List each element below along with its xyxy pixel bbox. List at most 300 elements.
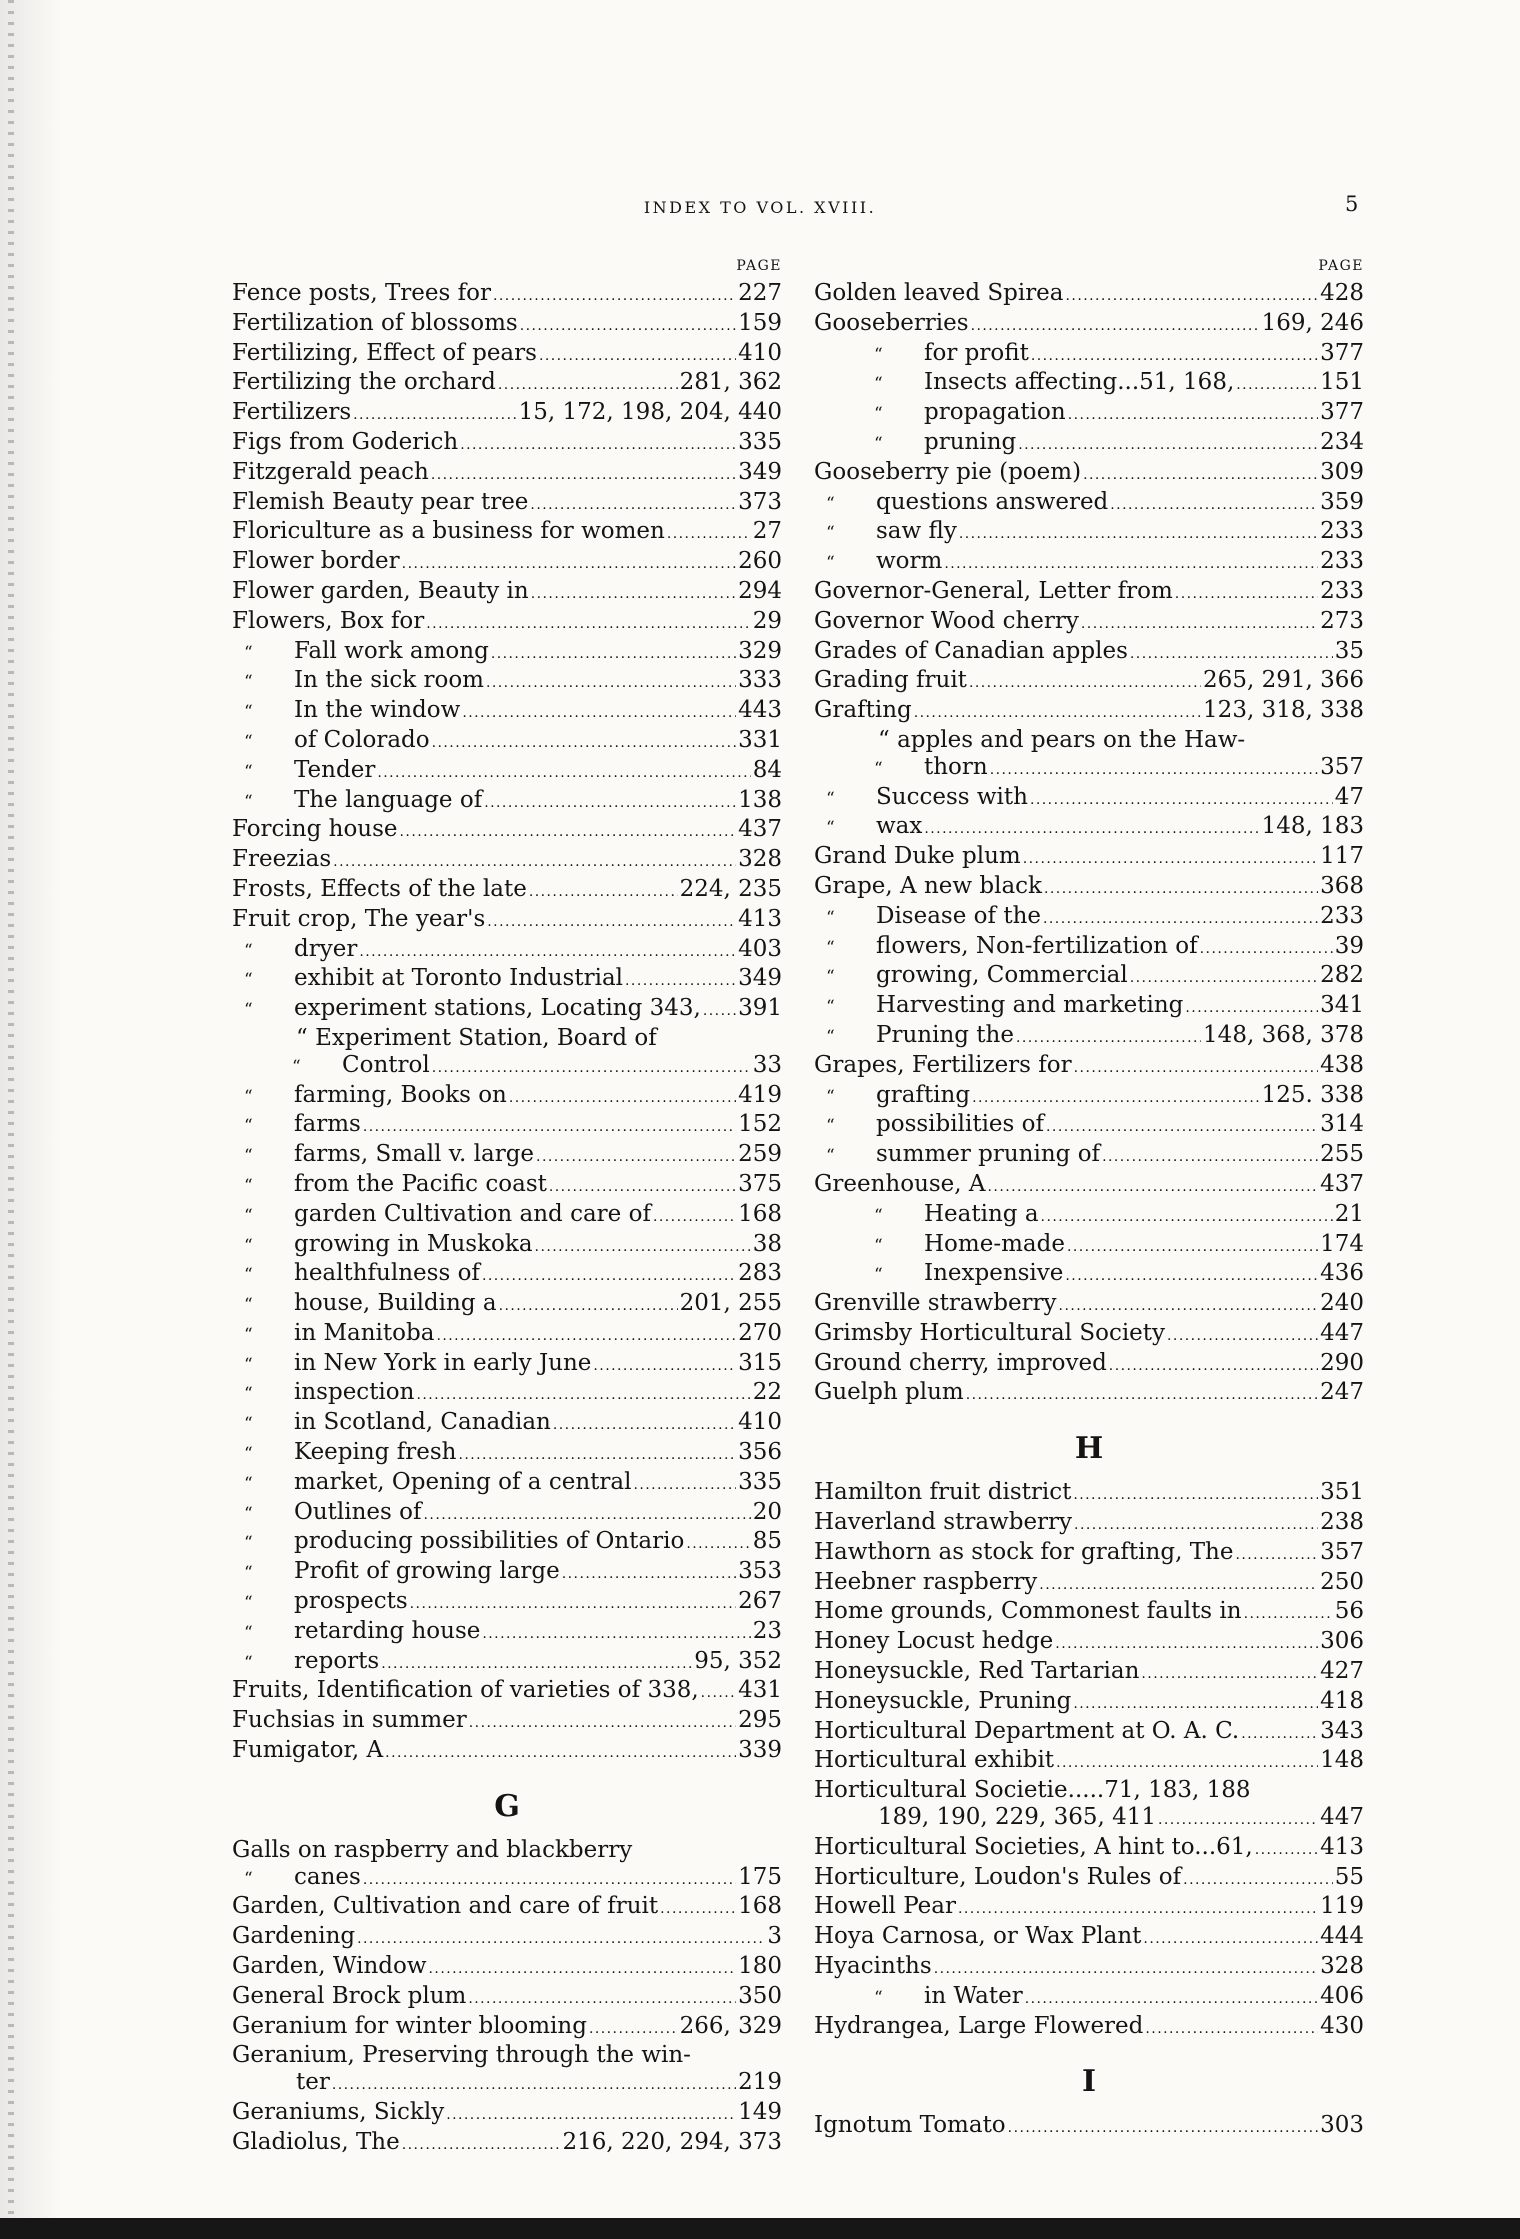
dot-leader [914,697,1201,727]
index-entry [814,1052,1364,1082]
dot-leader [535,1231,751,1261]
entry-text: Heebner raspberry [814,1568,1038,1595]
entry-page: 267 [738,1588,782,1615]
entry-page: 29 [752,607,782,634]
dot-leader [539,340,736,370]
dot-leader [553,1409,736,1439]
entry-text: Galls on raspberry and blackberry [232,1836,633,1863]
index-entry [232,1923,782,1953]
index-entry [814,1141,1364,1171]
entry-text: “ In the sick room [296,667,484,696]
entry-text: “ growing, Commercial [878,962,1128,991]
dot-leader [1068,399,1318,429]
entry-page: 174 [1320,1230,1364,1257]
dot-leader [969,667,1201,697]
index-entry [814,310,1364,340]
index-entry [232,816,782,846]
entry-text: Garden, Window [232,1953,427,1980]
entry-page: 148 [1320,1747,1364,1774]
entry-page: 23 [752,1617,782,1644]
entry-page: 438 [1320,1051,1364,1078]
dot-leader [353,399,516,429]
entry-text: 189, 190, 229, 365, 411 [878,1804,1156,1831]
entry-page: 339 [738,1737,782,1764]
entry-text: “ dryer [296,936,357,965]
dot-leader [436,1320,736,1350]
entry-page: 436 [1320,1260,1364,1287]
dot-leader [484,787,736,817]
entry-page: 47 [1334,783,1364,810]
dot-leader [363,1864,736,1894]
entry-page: 335 [738,1468,782,1495]
entry-text: “ Inexpensive [926,1260,1063,1289]
entry-page: 175 [738,1863,782,1890]
dot-leader [1130,638,1333,668]
dot-leader [400,816,737,846]
entry-text: Flowers, Box for [232,607,425,634]
entry-page: 294 [738,577,782,604]
dot-leader [509,1082,736,1112]
entry-page: 427 [1320,1658,1364,1685]
entry-page: 3 [767,1923,782,1950]
dot-leader [959,518,1318,548]
entry-text: “ apples and pears on the Haw- [878,726,1246,753]
dot-leader [1067,1231,1318,1261]
entry-text: Hyacinths [814,1953,932,1980]
index-entry [232,1983,782,2013]
dot-leader [529,876,678,906]
entry-text: Gooseberries [814,309,969,336]
entry-text: “ from the Pacific coast [296,1171,547,1200]
index-entry [232,1837,782,1864]
entry-page: 282 [1320,962,1364,989]
entry-page: 169, 246 [1261,309,1364,336]
entry-page: 309 [1320,458,1364,485]
index-entry [814,1747,1364,1777]
dot-leader [460,429,736,459]
entry-text: Hydrangea, Large Flowered [814,2012,1144,2039]
entry-text: “ Keeping fresh [296,1439,456,1468]
dot-leader [410,1588,736,1618]
entry-page: 55 [1334,1863,1364,1890]
index-entry [232,1439,782,1469]
dot-leader [944,548,1318,578]
index-entry [232,697,782,727]
index-entry [232,638,782,668]
entry-page: 119 [1320,1893,1364,1920]
entry-page: 148, 368, 378 [1203,1021,1364,1048]
dot-leader [1183,1864,1333,1894]
entry-text: Fuchsias in summer [232,1707,467,1734]
dot-leader [530,489,736,519]
dot-leader [589,2013,678,2043]
dot-leader [625,965,736,995]
entry-page: 349 [738,965,782,992]
entry-page: 430 [1320,2012,1364,2039]
index-entry [814,1509,1364,1539]
dot-leader [1043,903,1318,933]
entry-text: “ garden Cultivation and care of [296,1201,651,1230]
dot-leader [667,518,751,548]
index-entry [814,1953,1364,1983]
index-entry [814,1628,1364,1658]
index-entry [814,459,1364,489]
index-entry [232,399,782,429]
dot-leader [549,1171,736,1201]
page-number: 5 [1345,192,1359,216]
index-column-right [814,258,1364,2142]
entry-text: Flower border [232,548,400,575]
index-entry [232,1469,782,1499]
entry-text: “ grafting [878,1082,970,1111]
entry-text: Home grounds, Commonest faults in [814,1598,1242,1625]
index-entry [814,1379,1364,1409]
dot-leader [1056,1747,1318,1777]
dot-leader [653,1201,736,1231]
dot-leader [416,1379,750,1409]
section-letter-h: H [1074,1431,1104,1467]
entry-page: 85 [752,1528,782,1555]
dot-leader [482,1618,750,1648]
entry-page: 22 [752,1379,782,1406]
entry-text: Frosts, Effects of the late [232,875,527,902]
index-entry [232,1953,782,1983]
index-entry [232,369,782,399]
index-entry [232,578,782,608]
dot-leader [1041,1201,1333,1231]
index-entry [814,1479,1364,1509]
entry-text: “ summer pruning of [878,1141,1100,1170]
entry-page: 138 [738,786,782,813]
entry-text: “ pruning [926,429,1016,458]
index-entry [232,876,782,906]
entry-page: 428 [1320,280,1364,306]
entry-page: 447 [1320,1319,1364,1346]
entry-text: Geraniums, Sickly [232,2099,445,2126]
entry-text: Fumigator, A [232,1737,384,1764]
index-entry [232,727,782,757]
entry-page: 356 [738,1439,782,1466]
index-entry [814,1082,1364,1112]
section-spacer [814,1409,1364,1419]
entry-page: 27 [752,518,782,545]
entry-page: 123, 318, 338 [1203,697,1364,724]
section-letter-i: I [1081,2064,1097,2100]
entry-page: 180 [738,1953,782,1980]
entry-text: Gardening [232,1923,356,1950]
dot-leader [1244,1598,1333,1628]
index-entry [814,1171,1364,1201]
dot-leader [332,2069,736,2099]
index-entry [232,1707,782,1737]
entry-page: 240 [1320,1290,1364,1317]
entry-page: 250 [1320,1568,1364,1595]
entry-page: 329 [738,637,782,664]
dot-leader [1083,459,1318,489]
index-entry [232,1588,782,1618]
entry-text: Fertilizing, Effect of pears [232,339,537,366]
dot-leader [1016,1022,1201,1052]
index-entry [232,1025,782,1052]
index-entry [232,548,782,578]
entry-text: Flower garden, Beauty in [232,577,529,604]
entry-text: Honey Locust hedge [814,1628,1054,1655]
entry-text: Grapes, Fertilizers for [814,1051,1072,1078]
entry-text: “ experiment stations, Locating 343, [296,995,701,1024]
index-entry [814,727,1364,754]
entry-text: “ farms [296,1111,361,1140]
index-entry [814,962,1364,992]
running-header: INDEX TO VOL. XVIII. [643,198,877,217]
entry-page: 56 [1334,1598,1364,1625]
entry-page: 227 [738,280,782,306]
index-entry [814,1777,1364,1804]
index-entry [814,1718,1364,1748]
entry-text: Guelph plum [814,1379,964,1406]
entry-page: 233 [1320,518,1364,545]
index-entry [814,369,1364,399]
entry-page: 15, 172, 198, 204, 440 [518,399,782,426]
dot-leader [966,1379,1318,1409]
entry-page: 247 [1320,1379,1364,1406]
index-entry [814,608,1364,638]
entry-text: “ Profit of growing large [296,1558,560,1587]
index-entry [232,518,782,548]
entry-text: “ possibilities of [878,1111,1044,1140]
entry-page: 315 [738,1349,782,1376]
index-entry [814,1983,1364,2013]
dot-leader [363,1111,736,1141]
index-entry [814,1688,1364,1718]
dot-leader [1066,280,1319,310]
dot-leader [1074,1052,1318,1082]
index-entry [814,1022,1364,1052]
entry-text: “ Pruning the [878,1022,1014,1051]
dot-leader [1018,429,1318,459]
dot-leader [1167,1320,1318,1350]
entry-page: 406 [1320,1982,1364,2009]
index-entry [814,548,1364,578]
dot-leader [520,310,736,340]
entry-page: 117 [1320,843,1364,870]
dot-leader [491,638,736,668]
entry-page: 233 [1320,902,1364,929]
index-entry [814,2112,1364,2142]
entry-text: Fertilizers [232,399,352,426]
entry-page: 373 [738,488,782,515]
entry-text: Greenhouse, A [814,1170,986,1197]
entry-text: “ wax [878,813,922,842]
entry-page: 375 [738,1170,782,1197]
entry-text: Fruit crop, The year's [232,905,486,932]
entry-page: 343 [1320,1717,1364,1744]
entry-text: “ Harvesting and marketing [878,992,1183,1021]
dot-leader [703,995,736,1025]
entry-page: 410 [738,339,782,366]
dot-leader [1110,489,1318,519]
index-entry [232,1082,782,1112]
entry-page: 437 [738,816,782,843]
index-entry [232,2099,782,2129]
entry-page: 260 [738,548,782,575]
dot-leader [701,1677,736,1707]
entry-page: 314 [1320,1111,1364,1138]
entry-page: 368 [1320,872,1364,899]
entry-text: Geranium for winter blooming [232,2012,587,2039]
entry-text: “ in Manitoba [296,1320,434,1349]
entry-text: Grading fruit [814,667,967,694]
entry-text: Ignotum Tomato [814,2112,1006,2139]
entry-text: Horticulture, Loudon's Rules of [814,1863,1182,1890]
entry-page: 20 [752,1498,782,1525]
index-entry [814,638,1364,668]
entry-page: 168 [738,1893,782,1920]
entry-text: Grand Duke plum [814,843,1021,870]
dot-leader [988,1171,1319,1201]
entry-text: Governor Wood cherry [814,607,1079,634]
entry-text: Hoya Carnosa, or Wax Plant [814,1923,1142,1950]
index-entry [814,1658,1364,1688]
entry-page: 359 [1320,488,1364,515]
dot-leader [1236,369,1318,399]
index-entry [232,2069,782,2099]
index-entry [814,280,1364,310]
entry-text: “ worm [878,548,942,577]
index-entry [814,754,1364,784]
entry-text: “ in Scotland, Canadian [296,1409,551,1438]
index-entry [814,992,1364,1022]
dot-leader [1200,933,1333,963]
entry-page: 351 [1320,1479,1364,1506]
entry-text: “ saw fly [878,518,957,547]
dot-leader [1074,1509,1318,1539]
entry-text: “ Disease of the [878,903,1041,932]
dot-leader [499,1290,678,1320]
entry-page: 335 [738,428,782,455]
index-entry [814,1111,1364,1141]
index-entry [232,1231,782,1261]
entry-page: 377 [1320,399,1364,426]
dot-leader [486,667,736,697]
dot-leader [934,1953,1318,1983]
entry-text: Grenville strawberry [814,1290,1057,1317]
index-entry [232,1893,782,1923]
page-column-heading: PAGE [1318,258,1364,274]
dot-leader [402,548,736,578]
index-entry [814,903,1364,933]
dot-leader [593,1350,736,1380]
entry-text: “ thorn [926,754,988,783]
dot-leader [1073,1479,1318,1509]
index-entry [232,1379,782,1409]
entry-page: 201, 255 [679,1290,782,1317]
entry-text: Haverland strawberry [814,1509,1073,1536]
entry-text: “ exhibit at Toronto Industrial [296,965,623,994]
entry-text: Howell Pear [814,1893,956,1920]
entry-text: “ In the window [296,697,460,726]
entry-page: 233 [1320,577,1364,604]
index-entry [814,1569,1364,1599]
entry-text: “ propagation [926,399,1066,428]
entry-page: 328 [1320,1953,1364,1980]
index-entry [232,608,782,638]
entry-text: General Brock plum [232,1982,467,2009]
entry-text: “ in New York in early June [296,1350,591,1379]
dot-leader [432,727,736,757]
entry-page: 331 [738,726,782,753]
entry-text: Fitzgerald peach [232,458,429,485]
dot-leader [971,310,1260,340]
entry-text: “ Control [344,1052,430,1081]
entry-text: “ Tender [296,757,375,786]
dot-leader [1046,1111,1318,1141]
index-entry [232,1737,782,1767]
index-entry [814,1893,1364,1923]
entry-page: 35 [1334,637,1364,664]
dot-leader [1141,1658,1318,1688]
entry-text: “ Outlines of [296,1499,422,1528]
section-spacer [814,2042,1364,2052]
dot-leader [359,936,736,966]
dot-leader [385,1737,736,1767]
dot-leader [424,1499,751,1529]
entry-text: “ house, Building a [296,1290,497,1319]
entry-page: 333 [738,667,782,694]
dot-leader [531,578,736,608]
dot-leader [1039,1569,1318,1599]
entry-text: Fertilization of blossoms [232,309,518,336]
index-entry [232,280,782,310]
entry-text: “ of Colorado [296,727,430,756]
entry-page: 216, 220, 294, 373 [562,2128,782,2155]
index-entry [232,489,782,519]
dot-leader [498,369,678,399]
index-entry [232,1677,782,1707]
entry-page: 281, 362 [679,369,782,396]
entry-text: Governor-General, Letter from [814,577,1173,604]
index-entry [232,846,782,876]
dot-leader [1030,784,1333,814]
dot-leader [377,757,750,787]
index-entry [814,933,1364,963]
entry-text: Hamilton fruit district [814,1479,1072,1506]
dot-leader [1081,608,1318,638]
entry-text: Figs from Goderich [232,428,459,455]
entry-text: Grimsby Horticultural Society [814,1319,1166,1346]
index-entry [814,1201,1364,1231]
entry-text: Grape, A new black [814,872,1042,899]
dot-leader [660,1893,736,1923]
index-entry [814,1598,1364,1628]
entry-text: Fruits, Identification of varieties of 338, [232,1677,699,1704]
entry-page: 413 [1320,1833,1364,1860]
dot-leader [1044,873,1318,903]
entry-text: Hawthorn as stock for grafting, The [814,1538,1234,1565]
entry-page: 266, 329 [679,2012,782,2039]
dot-leader [487,906,736,936]
index-entry [814,1290,1364,1320]
dot-leader [1185,992,1318,1022]
entry-page: 125. 338 [1261,1081,1364,1108]
index-entry [232,1320,782,1350]
index-entry [232,965,782,995]
entry-text: Ground cherry, improved [814,1349,1107,1376]
dot-leader [1241,1718,1318,1748]
entry-text: Flemish Beauty pear tree [232,488,529,515]
entry-text: Freezias [232,846,332,873]
entry-text: “ inspection [296,1379,414,1408]
entry-text: Honeysuckle, Red Tartarian [814,1658,1140,1685]
